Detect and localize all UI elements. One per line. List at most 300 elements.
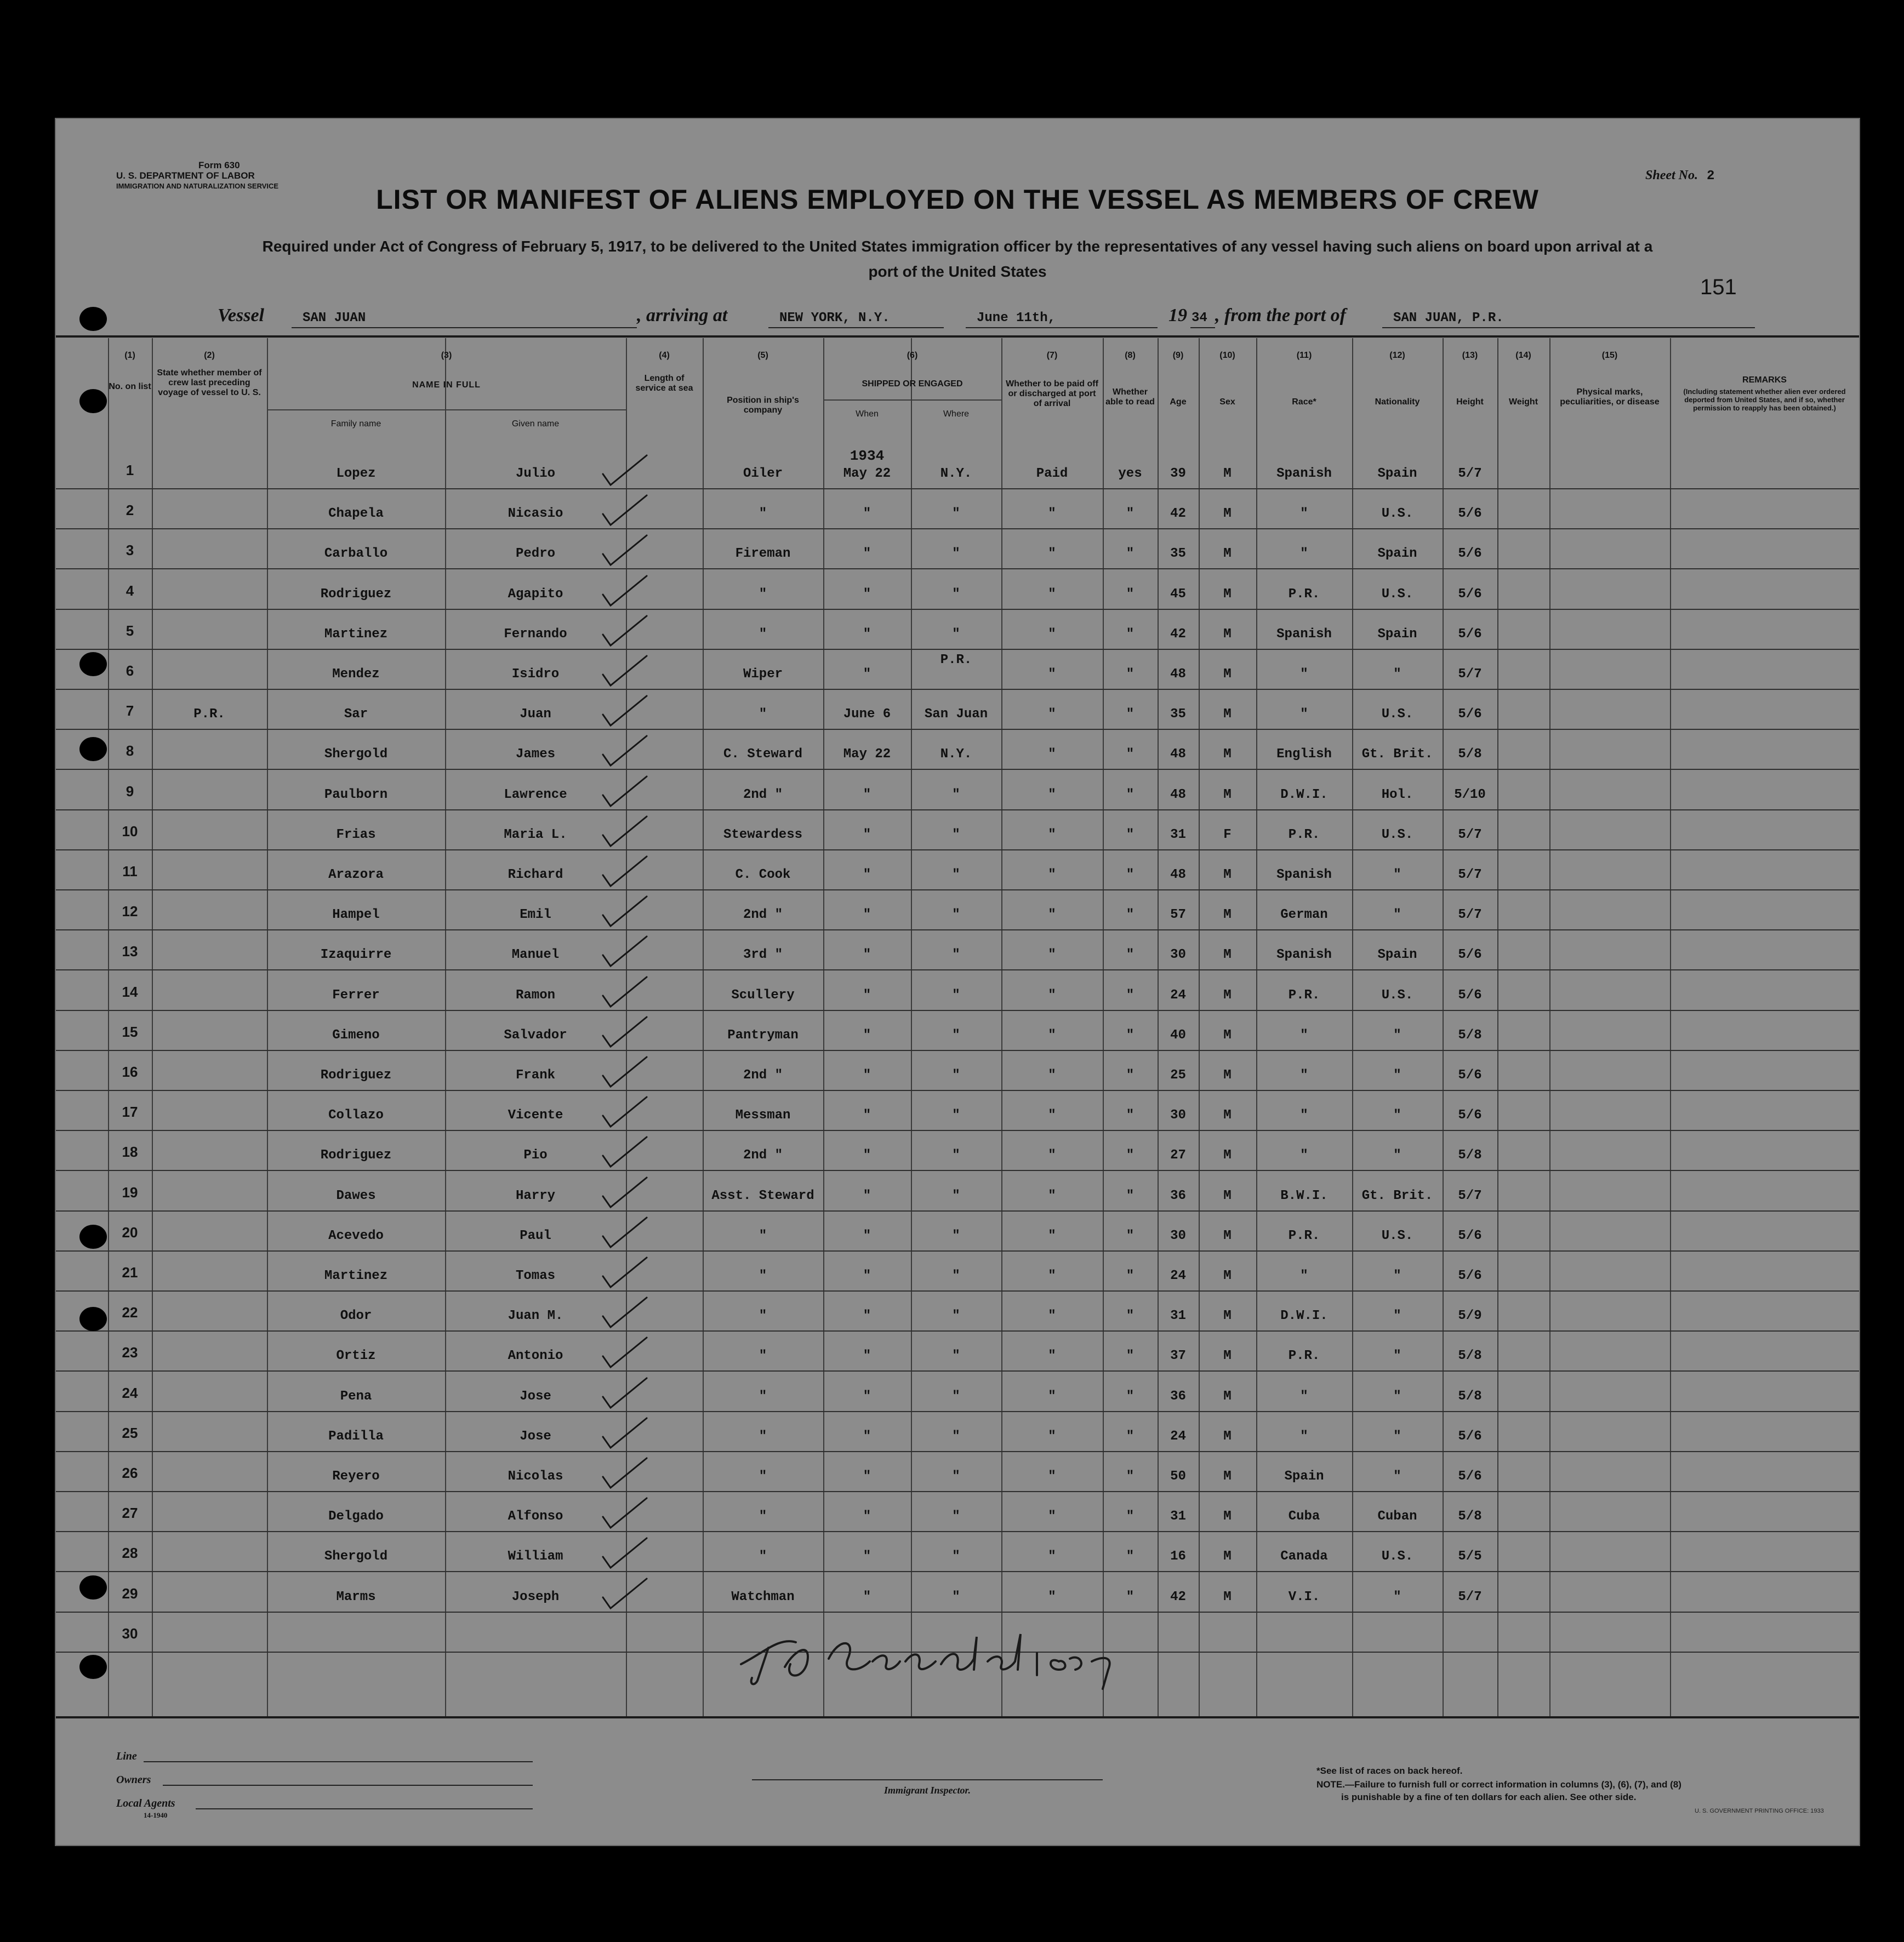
able-to-read-cell: ": [1126, 1188, 1135, 1203]
age-cell: 37: [1170, 1349, 1186, 1364]
family-name-cell: Arazora: [328, 867, 384, 882]
height-cell: 5/10: [1454, 787, 1486, 802]
race-cell: Cuba: [1288, 1509, 1320, 1524]
given-name-cell: Jose: [520, 1429, 551, 1444]
shipped-where-cell: ": [952, 1148, 960, 1163]
row-number: 2: [126, 502, 134, 519]
checkmark-icon: [598, 1577, 648, 1609]
row-number: 3: [126, 542, 134, 559]
row-rule: [56, 1491, 1859, 1492]
nationality-cell: Spain: [1377, 626, 1417, 642]
age-cell: 35: [1170, 707, 1186, 722]
col-number: (11): [1296, 351, 1312, 360]
paid-off-cell: ": [1048, 1509, 1056, 1524]
row-rule: [56, 1451, 1859, 1452]
given-name-cell: Julio: [515, 466, 555, 481]
col-header-where: Where: [943, 409, 970, 419]
row-rule: [56, 1612, 1859, 1613]
shipped-when-cell: ": [863, 1068, 871, 1083]
position-cell: ": [759, 707, 767, 722]
race-cell: P.R.: [1288, 586, 1320, 602]
row-rule: [56, 1210, 1859, 1212]
paid-off-cell: ": [1048, 1148, 1056, 1163]
shipped-when-cell: ": [863, 667, 871, 682]
nationality-cell: U.S.: [1381, 827, 1413, 842]
able-to-read-cell: ": [1126, 1589, 1135, 1604]
height-cell: 5/8: [1458, 1509, 1482, 1524]
given-name-cell: Jose: [520, 1389, 551, 1404]
sex-cell: M: [1223, 1509, 1232, 1524]
shipped-where-cell: ": [952, 827, 960, 842]
prev-voyage-cell: P.R.: [193, 707, 225, 722]
given-name-cell: Juan: [520, 707, 551, 722]
position-cell: ": [759, 1429, 767, 1444]
sex-cell: M: [1223, 907, 1232, 923]
row-number: 7: [126, 702, 134, 719]
shipped-when-cell: ": [863, 1469, 871, 1484]
height-cell: 5/7: [1458, 667, 1482, 682]
height-cell: 5/6: [1458, 506, 1482, 522]
row-rule: [56, 1250, 1859, 1252]
row-number: 15: [122, 1023, 138, 1040]
family-name-cell: Paulborn: [324, 787, 388, 802]
given-name-cell: Ramon: [515, 987, 555, 1003]
from-port-label: , from the port of: [1215, 305, 1346, 325]
family-name-cell: Martinez: [324, 1269, 388, 1283]
shipped-where-cell: ": [952, 907, 960, 923]
family-name-cell: Ortiz: [336, 1349, 376, 1364]
subtitle-line-2: port of the United States: [868, 263, 1047, 280]
col-number: (14): [1515, 351, 1531, 360]
given-name-cell: Joseph: [511, 1589, 560, 1604]
col-number: (12): [1389, 351, 1405, 360]
able-to-read-cell: ": [1126, 1549, 1135, 1564]
from-port: SAN JUAN, P.R.: [1382, 311, 1755, 328]
arriving-label: , arriving at: [637, 305, 728, 325]
nationality-cell: ": [1393, 1309, 1401, 1324]
position-cell: ": [759, 1509, 767, 1524]
able-to-read-cell: ": [1126, 1509, 1135, 1524]
age-cell: 42: [1170, 1589, 1186, 1604]
age-cell: 24: [1170, 1269, 1186, 1283]
position-cell: Pantryman: [727, 1027, 799, 1043]
sex-cell: F: [1223, 827, 1232, 842]
nationality-cell: Spain: [1377, 947, 1417, 963]
given-name-cell: Agapito: [508, 586, 563, 602]
able-to-read-cell: ": [1126, 867, 1135, 882]
height-cell: 5/6: [1458, 1269, 1482, 1283]
sex-cell: M: [1223, 1549, 1232, 1564]
age-cell: 50: [1170, 1469, 1186, 1484]
family-name-cell: Reyero: [332, 1469, 380, 1484]
position-cell: Messman: [735, 1108, 791, 1123]
checkmark-icon: [598, 453, 648, 486]
able-to-read-cell: ": [1126, 987, 1135, 1003]
shipped-when-cell: ": [863, 1389, 871, 1404]
paid-off-cell: ": [1048, 1108, 1056, 1123]
shipped-when-cell: ": [863, 1027, 871, 1043]
shipped-when-cell: ": [863, 626, 871, 642]
nationality-cell: U.S.: [1381, 707, 1413, 722]
shipped-when-cell: ": [863, 867, 871, 882]
sex-cell: M: [1223, 1188, 1232, 1203]
punch-hole-icon: [79, 1575, 107, 1600]
shipped-where-cell: San Juan: [924, 707, 988, 722]
shipped-when-cell: ": [863, 1309, 871, 1324]
shipped-when-cell: ": [863, 1429, 871, 1444]
col-number: (6): [907, 351, 918, 360]
nationality-cell: ": [1393, 1108, 1401, 1123]
sex-cell: M: [1223, 707, 1232, 722]
nationality-cell: Hol.: [1381, 787, 1413, 802]
paid-off-cell: ": [1048, 1309, 1056, 1324]
position-cell: 2nd ": [743, 907, 783, 923]
footer-owners-rule: [163, 1785, 533, 1786]
punch-hole-icon: [79, 1655, 107, 1679]
race-cell: Spanish: [1276, 947, 1332, 963]
able-to-read-cell: ": [1126, 667, 1135, 682]
age-cell: 48: [1170, 867, 1186, 882]
row-number: 20: [122, 1224, 138, 1241]
nationality-cell: Spain: [1377, 546, 1417, 562]
position-cell: C. Steward: [723, 747, 803, 762]
paid-off-cell: ": [1048, 1349, 1056, 1364]
nationality-cell: U.S.: [1381, 586, 1413, 602]
race-cell: ": [1300, 667, 1308, 682]
checkmark-icon: [598, 1456, 648, 1489]
sheet-number-label: Sheet No.: [1645, 168, 1698, 182]
shipped-where-cell: ": [952, 1349, 960, 1364]
checkmark-icon: [598, 774, 648, 807]
height-cell: 5/7: [1458, 1188, 1482, 1203]
department-name: U. S. DEPARTMENT OF LABOR: [116, 170, 255, 181]
height-cell: 5/6: [1458, 546, 1482, 562]
height-cell: 5/6: [1458, 1228, 1482, 1243]
col-number: (3): [441, 351, 452, 360]
able-to-read-cell: ": [1126, 827, 1135, 842]
position-cell: ": [759, 586, 767, 602]
age-cell: 57: [1170, 907, 1186, 923]
row-number: 24: [122, 1384, 138, 1401]
shipped-when-cell: ": [863, 1349, 871, 1364]
height-cell: 5/8: [1458, 1148, 1482, 1163]
shipped-where-cell: N.Y.: [940, 747, 972, 762]
punch-hole-icon: [79, 389, 107, 413]
age-cell: 31: [1170, 1509, 1186, 1524]
shipped-when-cell: ": [863, 1188, 871, 1203]
race-cell: Spanish: [1276, 867, 1332, 882]
race-cell: ": [1300, 707, 1308, 722]
height-cell: 5/5: [1458, 1549, 1482, 1564]
col-header-given-name: Given name: [511, 419, 560, 429]
race-cell: Spanish: [1276, 626, 1332, 642]
race-cell: Spanish: [1276, 466, 1332, 481]
nationality-cell: U.S.: [1381, 987, 1413, 1003]
checkmark-icon: [598, 1135, 648, 1168]
row-rule: [56, 1411, 1859, 1412]
position-cell: Oiler: [743, 466, 783, 481]
height-cell: 5/6: [1458, 1429, 1482, 1444]
paid-off-cell: ": [1048, 1027, 1056, 1043]
row-number: 10: [122, 823, 138, 839]
nationality-cell: ": [1393, 667, 1401, 682]
shipped-where-cell: ": [952, 1549, 960, 1564]
shipped-when-cell: ": [863, 987, 871, 1003]
nationality-cell: Cuban: [1377, 1509, 1417, 1524]
paid-off-cell: ": [1048, 546, 1056, 562]
paid-off-cell: ": [1048, 747, 1056, 762]
age-cell: 31: [1170, 1309, 1186, 1324]
nationality-cell: ": [1393, 1068, 1401, 1083]
family-name-cell: Delgado: [328, 1509, 384, 1524]
shipped-subheader-rule: [823, 399, 1001, 401]
shipped-when-cell: ": [863, 1549, 871, 1564]
given-name-cell: Paul: [520, 1228, 551, 1243]
row-number: 11: [122, 863, 138, 879]
able-to-read-cell: ": [1126, 586, 1135, 602]
race-cell: ": [1300, 1269, 1308, 1283]
position-cell: ": [759, 1349, 767, 1364]
paid-off-cell: ": [1048, 947, 1056, 963]
sex-cell: M: [1223, 1309, 1232, 1324]
race-note: *See list of races on back hereof.: [1316, 1766, 1463, 1776]
row-number: 1: [126, 462, 134, 478]
able-to-read-cell: ": [1126, 787, 1135, 802]
row-number: 4: [126, 582, 134, 599]
shipped-when-cell: ": [863, 1509, 871, 1524]
shipped-where-cell: ": [952, 506, 960, 522]
row-rule: [56, 769, 1859, 770]
age-cell: 45: [1170, 586, 1186, 602]
checkmark-icon: [598, 734, 648, 767]
height-cell: 5/8: [1458, 747, 1482, 762]
given-name-cell: Pio: [523, 1148, 548, 1163]
age-cell: 16: [1170, 1549, 1186, 1564]
given-name-cell: Frank: [515, 1068, 555, 1083]
race-cell: ": [1300, 1027, 1308, 1043]
checkmark-icon: [598, 1255, 648, 1288]
punch-hole-icon: [79, 652, 107, 676]
row-number: 17: [122, 1104, 138, 1121]
col-header-position: Position in ship's company: [727, 396, 799, 415]
family-name-cell: Izaquirre: [320, 947, 392, 963]
paid-off-cell: ": [1048, 1228, 1056, 1243]
year-prefix: 19: [1168, 305, 1187, 325]
shipped-where-cell: ": [952, 1389, 960, 1404]
penalty-note-1: NOTE.—Failure to furnish full or correct information in columns (3), (6), (7), and (8): [1316, 1779, 1681, 1790]
position-cell: Asst. Steward: [711, 1188, 814, 1203]
name-subheader-rule: [267, 409, 626, 410]
row-number: 14: [122, 983, 138, 1000]
paid-off-cell: ": [1048, 707, 1056, 722]
able-to-read-cell: ": [1126, 1469, 1135, 1484]
punch-hole-icon: [79, 737, 107, 761]
age-cell: 42: [1170, 506, 1186, 522]
punch-hole-icon: [79, 1307, 107, 1331]
position-cell: ": [759, 1389, 767, 1404]
height-cell: 5/6: [1458, 947, 1482, 963]
sex-cell: M: [1223, 506, 1232, 522]
arrival-date: June 11th,: [966, 311, 1158, 328]
penalty-note-2: is punishable by a fine of ten dollars for each alien. See other side.: [1341, 1792, 1637, 1802]
able-to-read-cell: ": [1126, 947, 1135, 963]
inspector-label: Immigrant Inspector.: [883, 1785, 971, 1796]
able-to-read-cell: ": [1126, 506, 1135, 522]
footer-owners-label: Owners: [116, 1774, 151, 1786]
height-cell: 5/6: [1458, 1068, 1482, 1083]
age-cell: 24: [1170, 987, 1186, 1003]
row-number: 29: [122, 1585, 138, 1602]
age-cell: 48: [1170, 747, 1186, 762]
family-name-cell: Shergold: [324, 747, 388, 762]
checkmark-icon: [598, 493, 648, 526]
shipped-when-cell: ": [863, 1269, 871, 1283]
given-name-cell: Juan M.: [508, 1309, 563, 1324]
paid-off-cell: ": [1048, 506, 1056, 522]
given-name-cell: Vicente: [508, 1108, 563, 1123]
paid-off-cell: ": [1048, 1589, 1056, 1604]
sheet-number: [1645, 168, 1714, 184]
row-number: 18: [122, 1144, 138, 1161]
checkmark-icon: [598, 975, 648, 1008]
row-rule: [56, 1050, 1859, 1051]
sex-cell: M: [1223, 787, 1232, 802]
age-cell: 30: [1170, 947, 1186, 963]
form-number: Form 630: [198, 160, 240, 170]
col-header-name: NAME IN FULL: [412, 380, 481, 390]
nationality-cell: ": [1393, 1429, 1401, 1444]
family-name-cell: Frias: [336, 827, 376, 842]
given-name-cell: Alfonso: [508, 1509, 563, 1524]
position-cell: ": [759, 1269, 767, 1283]
given-name-cell: Fernando: [504, 626, 567, 642]
race-cell: P.R.: [1288, 827, 1320, 842]
given-name-cell: Tomas: [515, 1269, 555, 1283]
shipped-where-cell: ": [952, 987, 960, 1003]
family-name-cell: Lopez: [336, 466, 376, 481]
given-name-cell: Nicolas: [508, 1469, 563, 1484]
nationality-cell: ": [1393, 1148, 1401, 1163]
position-cell: ": [759, 1469, 767, 1484]
paid-off-cell: ": [1048, 1549, 1056, 1564]
row-number: 23: [122, 1344, 138, 1361]
shipped-where-cell: ": [952, 1589, 960, 1604]
sex-cell: M: [1223, 1108, 1232, 1123]
sex-cell: M: [1223, 626, 1232, 642]
able-to-read-cell: ": [1126, 1027, 1135, 1043]
position-cell: Fireman: [735, 546, 791, 562]
footer-agents-label: Local Agents: [116, 1797, 175, 1809]
age-cell: 35: [1170, 546, 1186, 562]
row-number: 9: [126, 782, 134, 799]
position-cell: Wiper: [743, 667, 783, 682]
given-name-cell: Emil: [520, 907, 551, 923]
given-name-cell: Manuel: [511, 947, 560, 963]
age-cell: 48: [1170, 787, 1186, 802]
able-to-read-cell: ": [1126, 747, 1135, 762]
sex-cell: M: [1223, 747, 1232, 762]
age-cell: 40: [1170, 1027, 1186, 1043]
family-name-cell: Shergold: [324, 1549, 388, 1564]
col-header-age: Age: [1170, 397, 1187, 407]
shipped-when-cell: May 22: [843, 747, 891, 762]
vessel-name: SAN JUAN: [292, 311, 637, 328]
checkmark-icon: [598, 814, 648, 847]
sex-cell: M: [1223, 1027, 1232, 1043]
col-header-length-service: Length of service at sea: [635, 374, 693, 393]
paid-off-cell: ": [1048, 626, 1056, 642]
row-rule: [56, 528, 1859, 529]
paid-off-cell: ": [1048, 1429, 1056, 1444]
sex-cell: M: [1223, 466, 1232, 481]
col-header-paid-off: Whether to be paid off or discharged at port of arrival: [1006, 379, 1098, 408]
family-name-cell: Marms: [336, 1589, 376, 1604]
col-header-sex: Sex: [1219, 397, 1235, 407]
race-cell: Spain: [1284, 1469, 1324, 1484]
row-rule: [56, 1370, 1859, 1372]
position-cell: 2nd ": [743, 1068, 783, 1083]
given-name-cell: Harry: [515, 1188, 555, 1203]
nationality-cell: ": [1393, 1469, 1401, 1484]
race-cell: ": [1300, 1108, 1308, 1123]
shipped-when-cell: ": [863, 1148, 871, 1163]
col-header-remarks: REMARKS: [1742, 375, 1787, 385]
height-cell: 5/6: [1458, 987, 1482, 1003]
nationality-cell: ": [1393, 1589, 1401, 1604]
sex-cell: M: [1223, 1228, 1232, 1243]
nationality-cell: Spain: [1377, 466, 1417, 481]
subtitle-line-1: Required under Act of Congress of February 5, 1917, to be delivered to the United States immigration officer by the representatives of any vessel having such aliens on board upon arrival at a: [262, 238, 1653, 255]
sex-cell: M: [1223, 1469, 1232, 1484]
row-number: 28: [122, 1545, 138, 1562]
shipped-where-cell: ": [952, 1108, 960, 1123]
paid-off-cell: Paid: [1036, 466, 1068, 481]
family-name-cell: Martinez: [324, 626, 388, 642]
row-rule: [56, 849, 1859, 850]
age-cell: 36: [1170, 1389, 1186, 1404]
footer-line-rule: [144, 1761, 533, 1762]
col-sep: [1670, 338, 1671, 1716]
shipped-where-cell: ": [952, 1509, 960, 1524]
age-cell: 36: [1170, 1188, 1186, 1203]
col-header-shipped: SHIPPED OR ENGAGED: [862, 379, 963, 389]
family-name-cell: Padilla: [328, 1429, 384, 1444]
shipped-where-cell: ": [952, 626, 960, 642]
row-rule: [56, 609, 1859, 610]
age-cell: 27: [1170, 1148, 1186, 1163]
shipped-where-cell: N.Y.: [940, 466, 972, 481]
race-cell: D.W.I.: [1280, 787, 1328, 802]
checkmark-icon: [598, 614, 648, 647]
position-cell: ": [759, 506, 767, 522]
col-number: (10): [1219, 351, 1235, 360]
position-cell: C. Cook: [735, 867, 791, 882]
sex-cell: M: [1223, 1148, 1232, 1163]
shipped-when-cell: ": [863, 947, 871, 963]
shipped-when-cell: ": [863, 1108, 871, 1123]
race-cell: V.I.: [1288, 1589, 1320, 1604]
able-to-read-cell: ": [1126, 1389, 1135, 1404]
height-cell: 5/6: [1458, 1469, 1482, 1484]
height-cell: 5/6: [1458, 626, 1482, 642]
able-to-read-cell: ": [1126, 1148, 1135, 1163]
race-cell: P.R.: [1288, 1349, 1320, 1364]
shipped-where-cell: ": [952, 947, 960, 963]
checkmark-icon: [598, 1095, 648, 1128]
nationality-cell: ": [1393, 867, 1401, 882]
age-cell: 39: [1170, 466, 1186, 481]
checkmark-icon: [598, 1536, 648, 1569]
